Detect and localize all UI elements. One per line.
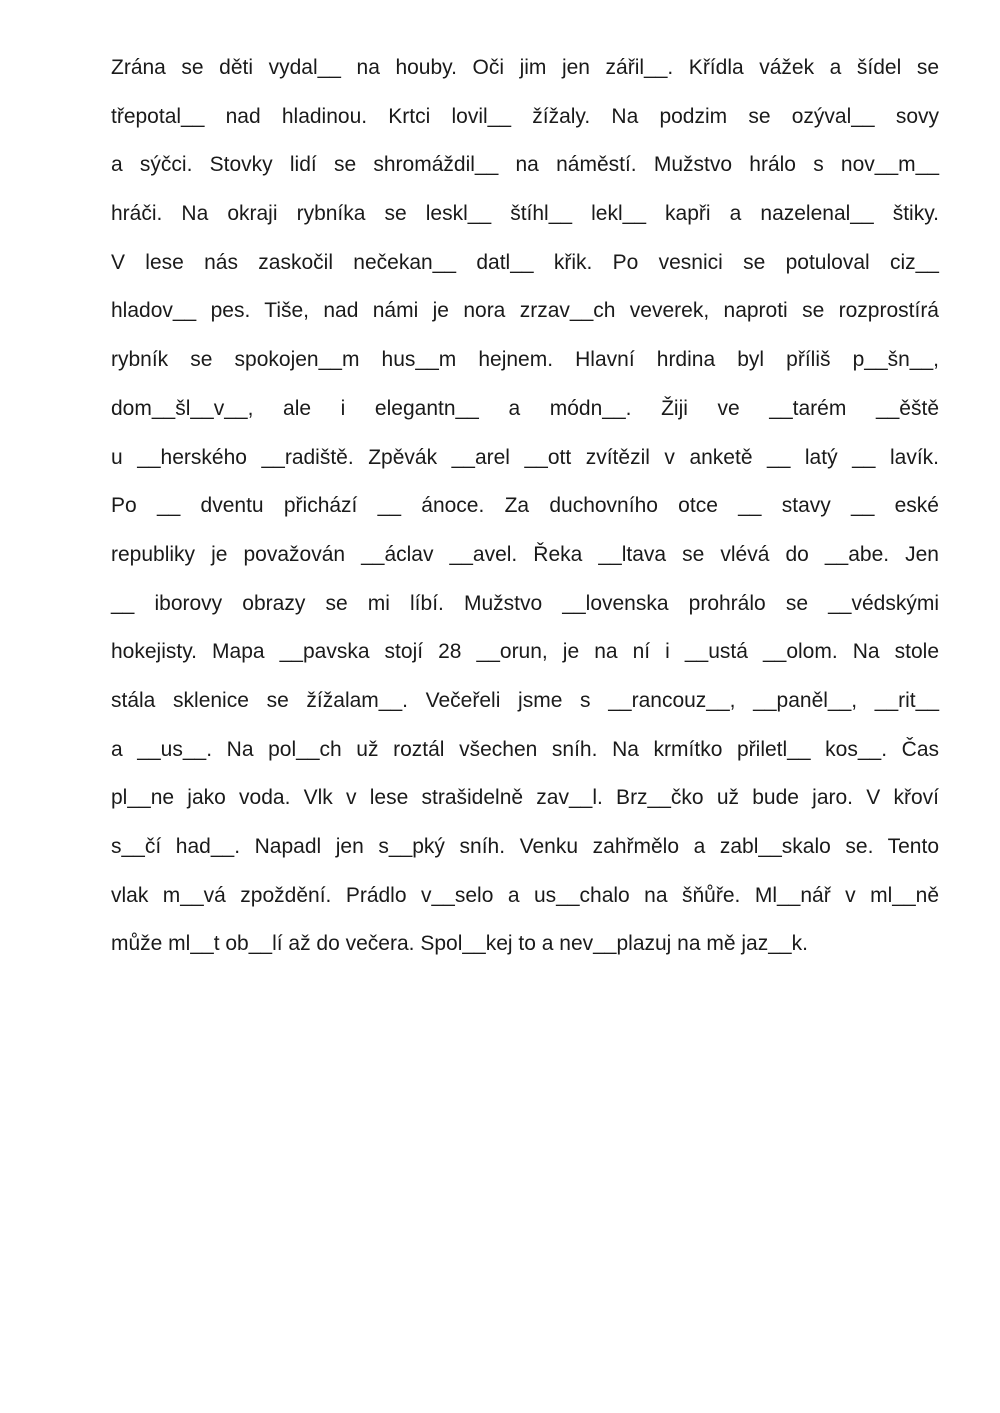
text-line-6: hladov__ pes. Tiše, nad námi je nora zrzav__ch veverek, naproti se rozprostírá: [111, 299, 939, 323]
text-line-3: a sýčci. Stovky lidí se shromáždil__ na náměstí. Mužstvo hrálo s nov__m__: [111, 153, 939, 177]
text-line-2: třepotal__ nad hladinou. Krtci lovil__ žížaly. Na podzim se ozýval__ sovy: [111, 104, 939, 128]
worksheet-text: [111, 44, 939, 969]
text-line-5: V lese nás zaskočil nečekan__ datl__ křik. Po vesnici se potuloval ciz__: [111, 250, 939, 274]
text-line-17: s__čí had__. Napadl jen s__pký sníh. Venku zahřmělo a zabl__skalo se. Tento: [111, 835, 939, 858]
text-line-8: dom__šl__v__, ale i elegantn__ a módn__. Žiji ve __tarém __ěště: [111, 396, 939, 420]
text-line-9: u __herského __radiště. Zpěvák __arel __ott zvítězil v anketě __ latý __ lavík.: [111, 445, 939, 469]
text-line-18: vlak m__vá zpoždění. Prádlo v__selo a us__chalo na šňůře. Ml__nář v ml__ně: [111, 883, 939, 907]
text-line-19: může ml__t ob__lí až do večera. Spol__kej to a nev__plazuj na mě jaz__k.: [111, 932, 808, 956]
text-line-12: __ iborovy obrazy se mi líbí. Mužstvo __lovenska prohrálo se __védskými: [111, 591, 939, 615]
text-line-15: a __us__. Na pol__ch už roztál všechen sníh. Na krmítko přiletl__ kos__. Čas: [111, 737, 939, 761]
text-line-4: hráči. Na okraji rybníka se leskl__ štíhl__ lekl__ kapři a nazelenal__ štiky.: [111, 202, 939, 226]
text-line-1: Zrána se děti vydal__ na houby. Oči jim jen zářil__. Křídla vážek a šídel se: [111, 56, 939, 79]
text-line-7: rybník se spokojen__m hus__m hejnem. Hlavní hrdina byl příliš p__šn__,: [111, 348, 939, 372]
text-line-14: stála sklenice se žížalam__. Večeřeli jsme s __rancouz__, __paněl__, __rit__: [111, 688, 939, 712]
text-line-16: pl__ne jako voda. Vlk v lese strašidelně zav__l. Brz__čko už bude jaro. V křoví: [111, 786, 939, 810]
text-line-13: hokejisty. Mapa __pavska stojí 28 __orun, je na ní i __ustá __olom. Na stole: [111, 640, 939, 664]
text-line-11: republiky je považován __áclav __avel. Řeka __ltava se vlévá do __abe. Jen: [111, 542, 939, 566]
text-line-10: Po __ dventu přichází __ ánoce. Za duchovního otce __ stavy __ eské: [111, 494, 939, 518]
